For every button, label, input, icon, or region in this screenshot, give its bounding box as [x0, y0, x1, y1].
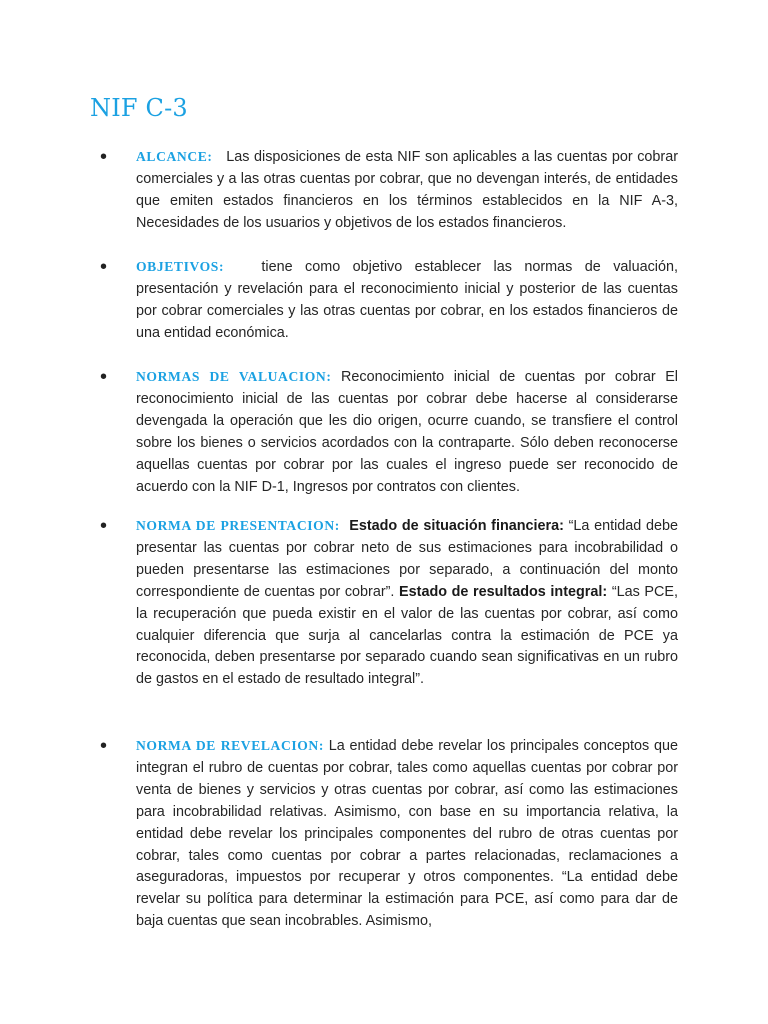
- section-text: “La entidad debe presentar las cuentas por cobrar neto de sus estimaciones para incobrabilidad o pueden presentarse las estimaciones por separado, a continuación del monto correspondiente de cuentas por cobrar”.: [136, 518, 678, 600]
- page-title: NIF C-3: [90, 94, 188, 122]
- section-text: Reconocimiento inicial de cuentas por cobrar El reconocimiento inicial de las cuentas por cobrar debe hacerse al considerarse devengada la operación que les dio origen, ocurre cuando, se transfiere el control sobre los bienes o servicios acordados con la contraparte. Sólo deben reconocerse aquellas cuentas por cobrar por las cuales el ingreso puede ser reconocido de acuerdo con la NIF D-1, Ingresos por contratos con clientes.: [136, 369, 679, 495]
- bullet-icon: •: [100, 515, 108, 537]
- section-subheading: Estado de resultados integral:: [399, 583, 608, 600]
- bullet-icon: •: [100, 256, 108, 278]
- section-label: ALCANCE:: [136, 149, 213, 164]
- section-label: NORMAS DE VALUACION:: [136, 369, 332, 384]
- section-label: NORMA DE PRESENTACION:: [136, 518, 340, 533]
- section-text: Las disposiciones de esta NIF son aplicables a las cuentas por cobrar comerciales y a las otras cuentas por cobrar, que no devengan interés, de entidades que emiten estados financieros en los términos establecidos en la NIF A-3, Necesidades de los usuarios y objetivos de los estados financieros.: [136, 149, 678, 231]
- section-label: NORMA DE REVELACION:: [136, 738, 324, 753]
- section-paragraph: [136, 366, 678, 498]
- section-paragraph: [136, 256, 678, 345]
- section-subheading: Estado de situación financiera:: [349, 518, 564, 534]
- bullet-icon: •: [100, 146, 108, 168]
- section-paragraph: [136, 515, 678, 691]
- section-text: tiene como objetivo establecer las normas de valuación, presentación y revelación para el reconocimiento inicial y posterior de las cuentas por cobrar comerciales y las otras cuentas por cobrar, en los estados financieros de una entidad económica.: [136, 259, 678, 341]
- section-paragraph: [136, 735, 678, 933]
- section-paragraph: [136, 146, 678, 235]
- section-label: OBJETIVOS:: [136, 259, 225, 274]
- bullet-icon: •: [100, 366, 108, 388]
- bullet-icon: •: [100, 735, 108, 757]
- section-text: La entidad debe revelar los principales conceptos que integran el rubro de cuentas por cobrar, tales como aquellas cuentas por cobrar por venta de bienes y servicios y otras cuentas por cobrar, así como las estimaciones para incobrabilidad relativas. Asimismo, con base en su importancia relativa, la entidad debe revelar los principales componentes del rubro de otras cuentas por cobrar, tales como cuentas por cobrar a partes relacionadas, reclamaciones a aseguradoras, impuestos por recuperar y otros componentes. “La entidad debe revelar su política para determinar la estimación para PCE, así como para dar de baja cuentas que sean incobrables. Asimismo,: [136, 738, 678, 930]
- section-text: “Las PCE, la recuperación que pueda existir en el valor de las cuentas por cobrar, así como cualquier diferencia que surja al cancelarlas contra la estimación de PCE ya reconocida, deben presentarse por separado cuando sean significativas en un rubro de gastos en el estado de resultado integral”.: [136, 583, 679, 688]
